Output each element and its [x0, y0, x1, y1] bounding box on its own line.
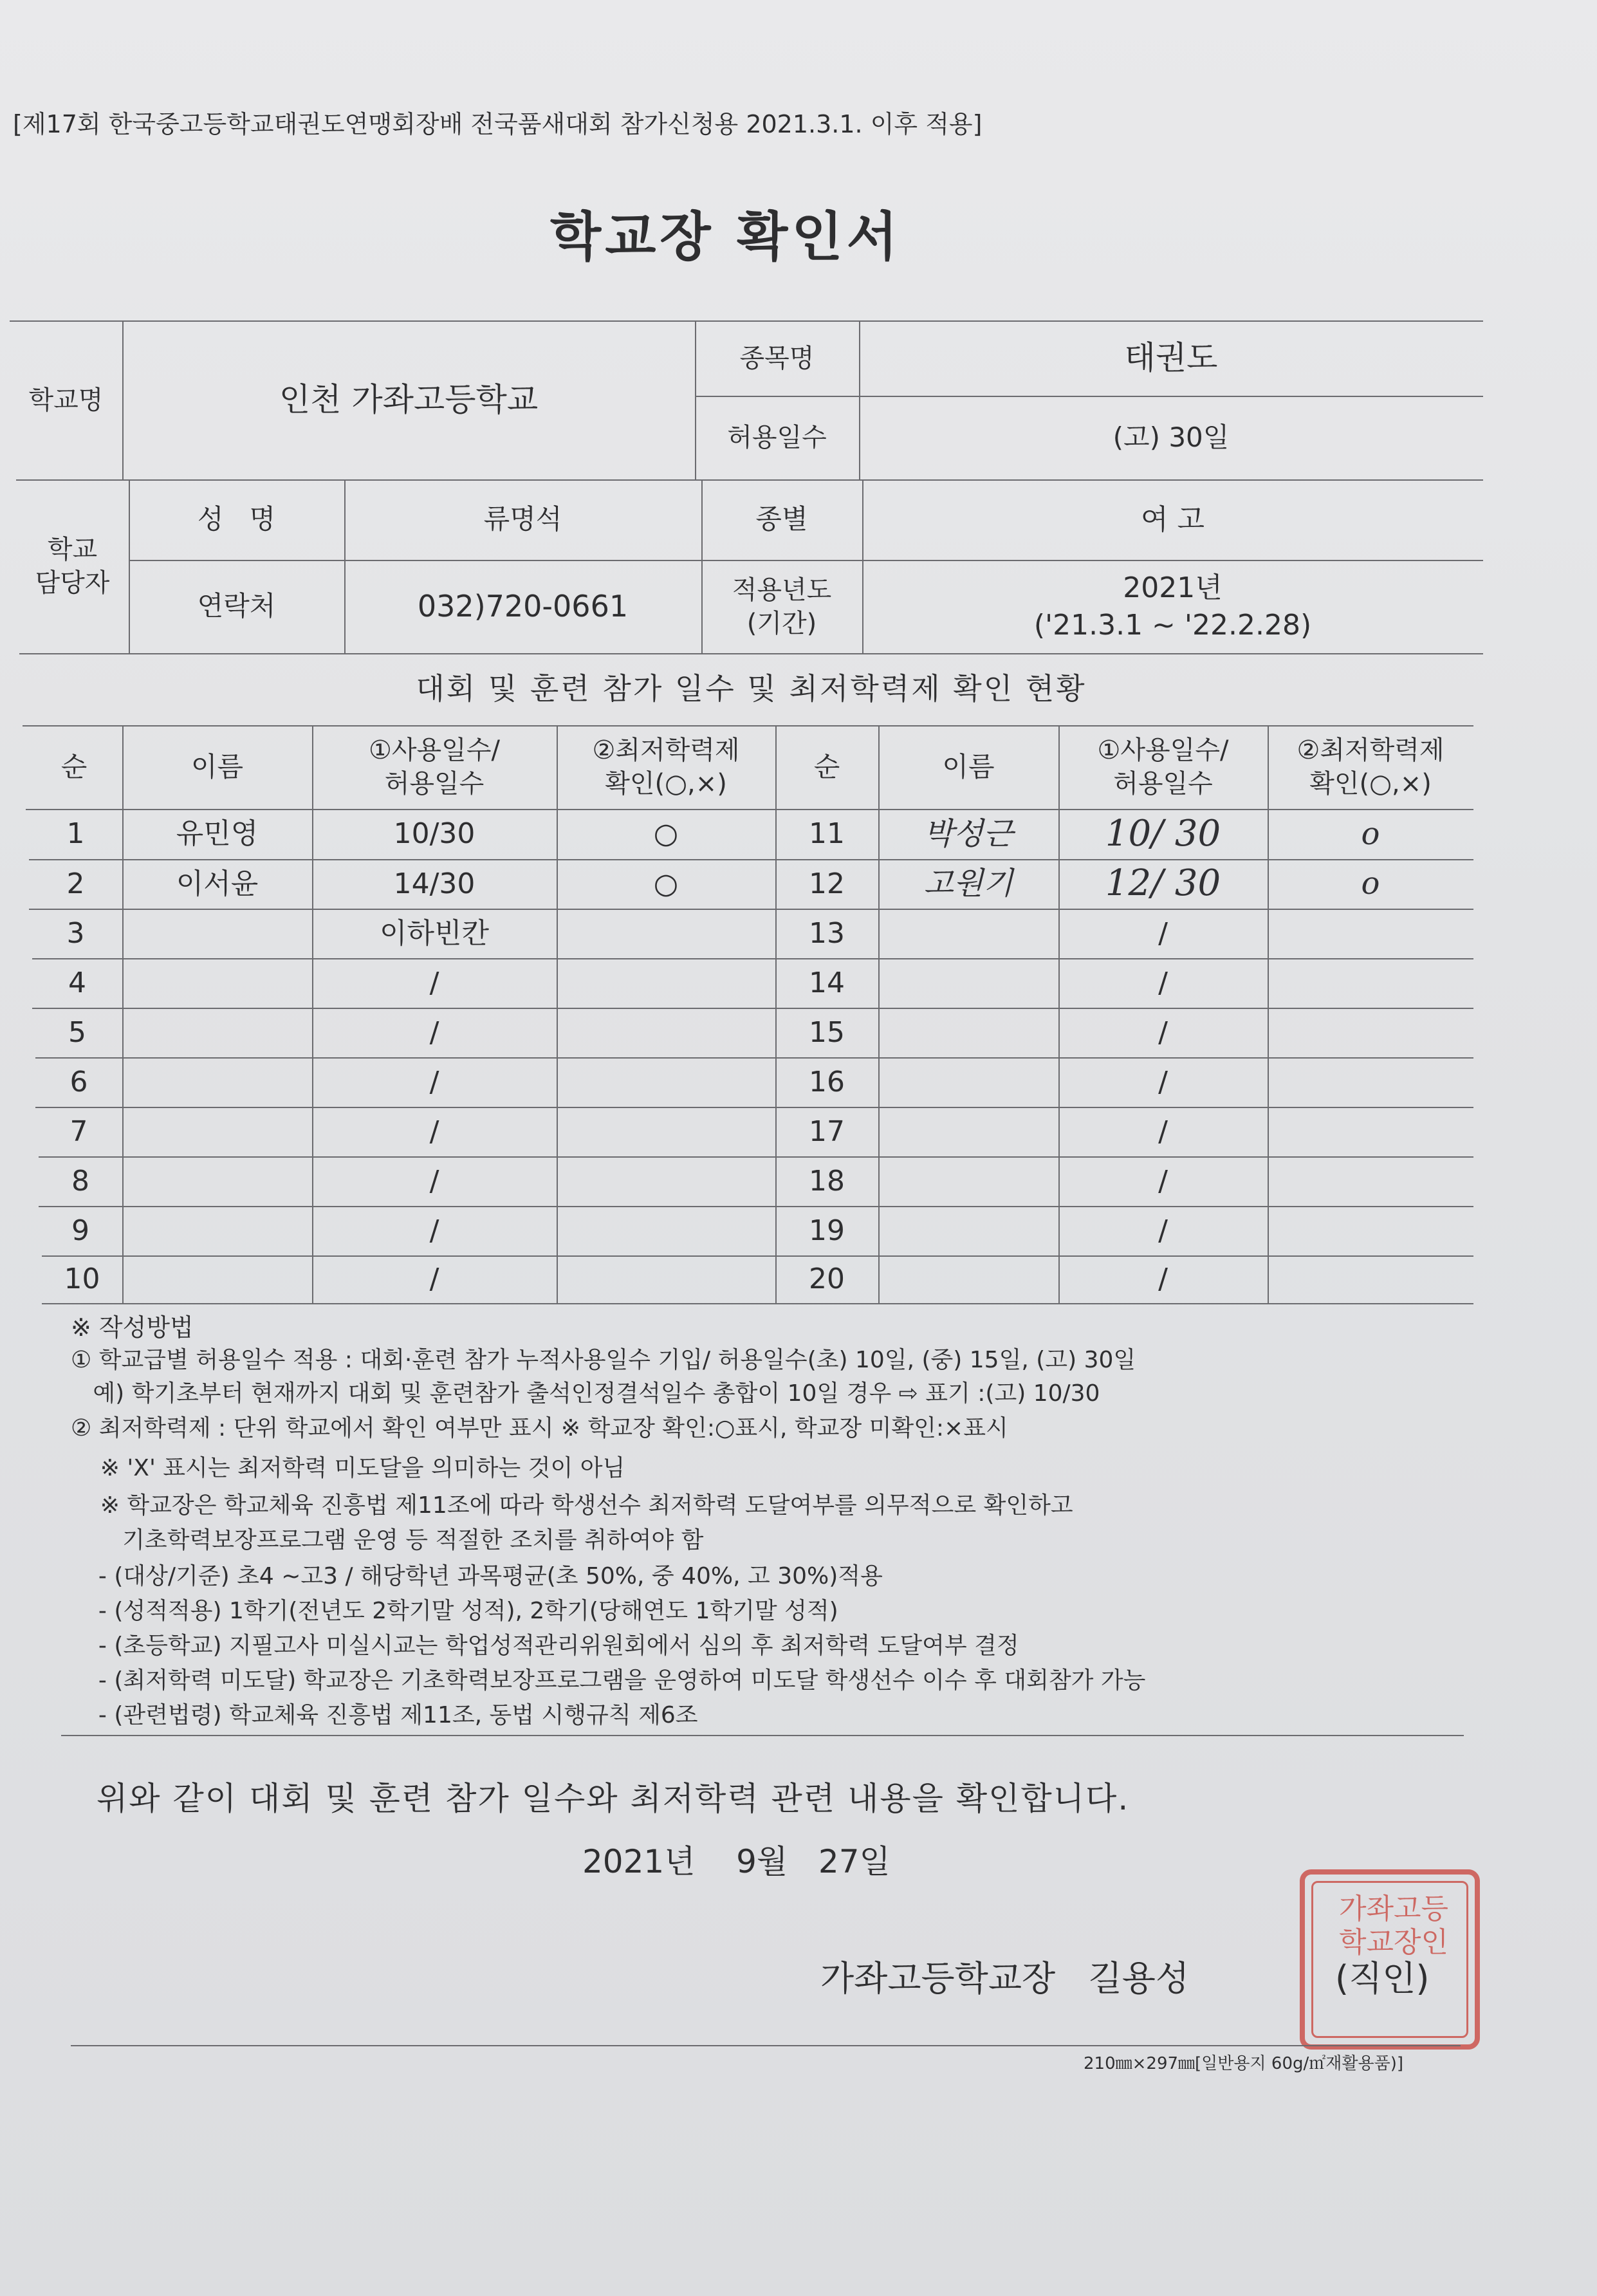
row-no: 3 — [66, 916, 85, 950]
header-note: [제17회 한국중고등학교태권도연맹회장배 전국품새대회 참가신청용 2021.3.1. 이후 적용] — [13, 110, 983, 138]
row-name — [122, 1107, 312, 1156]
contact-group-label: 학교 담당자 — [35, 535, 110, 598]
row-name-handwritten: 박성근 — [923, 815, 1013, 852]
row-no: 20 — [809, 1263, 845, 1296]
row-days: 이하빈칸 — [379, 916, 489, 950]
document-title: 학교장 확인서 — [550, 207, 901, 268]
paper-spec: 210㎜×297㎜[일반용지 60g/㎡재활용품)] — [1084, 2054, 1404, 2073]
contact-name-label: 성 명 — [197, 503, 276, 535]
row-name — [878, 958, 1058, 1008]
row-no: 5 — [68, 1015, 86, 1049]
row-check — [1268, 1255, 1473, 1303]
row-no: 11 — [809, 817, 845, 851]
row-name — [122, 1008, 312, 1057]
sport-label: 종목명 — [739, 343, 815, 373]
row-days: / — [1158, 1164, 1168, 1198]
type-label: 종별 — [755, 503, 808, 535]
row-name — [878, 1156, 1058, 1206]
row-name — [122, 1255, 312, 1303]
allowed-days-label: 허용일수 — [727, 423, 827, 452]
row-check — [1268, 1107, 1473, 1156]
row-name-handwritten: 고원기 — [923, 866, 1013, 902]
official-seal — [1300, 1869, 1480, 2050]
row-name — [878, 1057, 1058, 1107]
instructions-heading: ※ 작성방법 — [71, 1313, 194, 1342]
row-check: ○ — [653, 817, 679, 851]
row-name — [122, 958, 312, 1008]
row-name — [122, 1206, 312, 1255]
row-check — [557, 1008, 775, 1057]
row-check — [557, 909, 775, 958]
row-no: 14 — [809, 966, 845, 999]
row-days: / — [429, 1263, 439, 1296]
header-no: 순 — [813, 750, 840, 782]
row-no: 9 — [71, 1214, 89, 1247]
row-days: 10/30 — [393, 817, 475, 851]
sport-value: 태권도 — [1124, 339, 1218, 376]
row-no: 17 — [809, 1115, 845, 1148]
row-name — [122, 909, 312, 958]
row-no: 6 — [69, 1065, 88, 1098]
row-name — [878, 1206, 1058, 1255]
instruction-line: 기초학력보장프로그램 운영 등 적절한 조치를 취하여야 함 — [71, 1527, 704, 1553]
row-days: / — [1158, 1214, 1168, 1247]
row-days: / — [1158, 1115, 1168, 1148]
row-check — [557, 1255, 775, 1303]
header-name: 이름 — [942, 750, 995, 782]
phone-value: 032)720-0661 — [417, 588, 629, 624]
row-days: / — [429, 1214, 439, 1247]
table-title: 대회 및 훈련 참가 일수 및 최저학력제 확인 현황 — [416, 671, 1087, 707]
row-no: 2 — [66, 867, 85, 900]
instruction-line: - (성적적용) 1학기(전년도 2학기말 성적), 2학기(당해연도 1학기말 성적) — [84, 1598, 838, 1624]
row-no: 7 — [69, 1115, 88, 1148]
row-name — [122, 1156, 312, 1206]
row-name — [878, 909, 1058, 958]
row-check-handwritten: o — [1361, 815, 1380, 852]
instruction-line: - (최저학력 미도달) 학교장은 기초학력보장프로그램을 운영하여 미도달 학생선수 이수 후 대회참가 가능 — [84, 1667, 1146, 1694]
row-name — [878, 1107, 1058, 1156]
row-check — [1268, 1057, 1473, 1107]
year-value: 2021년 ('21.3.1 ~ '22.2.28) — [1033, 571, 1312, 642]
header-check: ②최저학력제 확인(○,×) — [1297, 736, 1445, 799]
instruction-line: ② 최저학력제 : 단위 학교에서 확인 여부만 표시 ※ 학교장 확인:○표시, 학교장 미확인:×표시 — [71, 1415, 1008, 1441]
row-no: 4 — [68, 966, 86, 999]
allowed-days-value: (고) 30일 — [1112, 421, 1230, 453]
confirmation-date: 2021년 9월 27일 — [582, 1843, 891, 1880]
instruction-line: - (대상/기준) 초4 ~고3 / 해당학년 과목평균(초 50%, 중 40%, 고 30%)적용 — [84, 1563, 883, 1589]
header-name: 이름 — [190, 750, 244, 782]
row-check — [1268, 1206, 1473, 1255]
row-no: 8 — [71, 1164, 89, 1198]
row-check-handwritten: o — [1361, 866, 1380, 902]
row-name — [122, 1057, 312, 1107]
row-days: / — [429, 1164, 439, 1198]
row-name — [878, 1255, 1058, 1303]
row-no: 16 — [809, 1065, 845, 1098]
row-no: 12 — [809, 867, 845, 900]
phone-label: 연락처 — [197, 590, 276, 622]
row-name: 이서윤 — [176, 867, 259, 900]
row-no: 19 — [809, 1214, 845, 1247]
row-days: / — [1158, 1065, 1168, 1098]
row-no: 1 — [66, 817, 85, 851]
row-check — [557, 1057, 775, 1107]
contact-name: 류명석 — [483, 503, 562, 535]
row-check — [557, 1156, 775, 1206]
school-name: 인천 가좌고등학교 — [279, 381, 539, 418]
instruction-line: ※ 학교장은 학교체육 진흥법 제11조에 따라 학생선수 최저학력 도달여부를 의무적으로 확인하고 — [71, 1492, 1073, 1519]
seal-text: 가좌고등학교장인 — [1338, 1893, 1448, 1959]
row-no: 10 — [64, 1263, 100, 1296]
school-name-label: 학교명 — [28, 385, 104, 415]
instruction-line: ※ 'X' 표시는 최저학력 미도달을 의미하는 것이 아님 — [71, 1455, 625, 1481]
row-no: 18 — [809, 1164, 845, 1198]
row-days: / — [1158, 916, 1168, 950]
row-days-handwritten: 12/ 30 — [1105, 862, 1221, 905]
principal-signature: 가좌고등학교장 길용성 — [820, 1958, 1190, 1999]
header-check: ②최저학력제 확인(○,×) — [592, 736, 740, 799]
row-check — [557, 1107, 775, 1156]
instruction-line: - (관련법령) 학교체육 진흥법 제11조, 동법 시행규칙 제6조 — [84, 1702, 698, 1728]
row-days: / — [429, 1015, 439, 1049]
row-days: / — [1158, 1263, 1168, 1296]
row-check — [1268, 1008, 1473, 1057]
row-no: 13 — [809, 916, 845, 950]
row-check — [1268, 1156, 1473, 1206]
row-check — [557, 1206, 775, 1255]
seal-mark: (직인) — [1335, 1958, 1430, 1999]
instruction-line: ① 학교급별 허용일수 적용 : 대회·훈련 참가 누적사용일수 기입/ 허용일수(초) 10일, (중) 15일, (고) 30일 — [71, 1347, 1136, 1373]
row-days: 14/30 — [393, 867, 475, 900]
type-value: 여 고 — [1141, 503, 1205, 536]
year-label: 적용년도 (기간) — [732, 575, 832, 638]
row-days: / — [429, 1065, 439, 1098]
row-days: / — [429, 966, 439, 999]
instruction-line: - (초등학교) 지필고사 미실시교는 학업성적관리위원회에서 심의 후 최저학력 도달여부 결정 — [84, 1633, 1019, 1659]
row-days-handwritten: 10/ 30 — [1105, 812, 1221, 855]
row-no: 15 — [809, 1015, 845, 1049]
row-check — [1268, 909, 1473, 958]
instruction-line: 예) 학기초부터 현재까지 대회 및 훈련참가 출석인정결석일수 총합이 10일 경우 ⇨ 표기 :(고) 10/30 — [71, 1380, 1100, 1407]
row-name — [878, 1008, 1058, 1057]
row-check — [557, 958, 775, 1008]
row-name: 유민영 — [176, 817, 259, 851]
confirmation-statement: 위와 같이 대회 및 훈련 참가 일수와 최저학력 관련 내용을 확인합니다. — [97, 1780, 1130, 1817]
row-days: / — [1158, 966, 1168, 999]
row-check: ○ — [653, 867, 679, 900]
header-days: ①사용일수/ 허용일수 — [369, 736, 500, 799]
header-no: 순 — [60, 750, 88, 782]
header-days: ①사용일수/ 허용일수 — [1097, 736, 1229, 799]
row-days: / — [1158, 1015, 1168, 1049]
row-days: / — [429, 1115, 439, 1148]
row-check — [1268, 958, 1473, 1008]
